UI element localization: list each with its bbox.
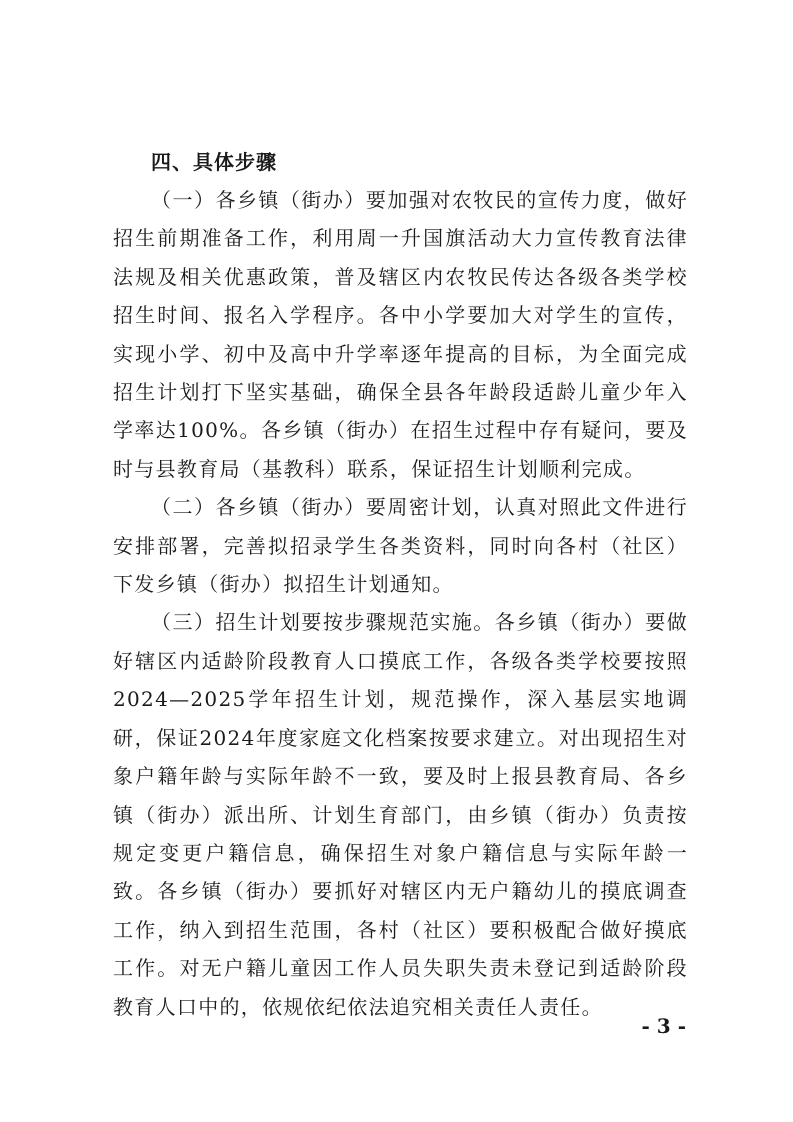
paragraph-3: （三）招生计划要按步骤规范实施。各乡镇（街办）要做好辖区内适龄阶段教育人口摸底工作，各级各类学校要按照2024—2025学年招生计划，规范操作，深入基层实地调研，保证2024年度家庭文化档案按要求建立。对出现招生对象户籍年龄与实际年龄不一致，要及时上报县教育局、各乡镇（街办）派出所、计划生育部门，由乡镇（街办）负责按规定变更户籍信息，确保招生对象户籍信息与实际年龄一致。各乡镇（街办）要抓好对辖区内无户籍幼儿的摸底调查工作，纳入到招生范围，各村（社区）要积极配合做好摸底工作。对无户籍儿童因工作人员失职失责未登记到适龄阶段教育人口中的，依规依纪依法追究相关责任人责任。 <box>113 610 688 1019</box>
document-body <box>113 143 688 1026</box>
paragraph-2: （二）各乡镇（街办）要周密计划，认真对照此文件进行安排部署，完善拟招录学生各类资料，同时向各村（社区）下发乡镇（街办）拟招生计划通知。 <box>113 495 688 597</box>
section-heading: 四、具体步骤 <box>151 150 277 174</box>
page-number: - 3 - <box>641 1014 686 1038</box>
paragraph-1: （一）各乡镇（街办）要加强对农牧民的宣传力度，做好招生前期准备工作，利用周一升国旗活动大力宣传教育法律法规及相关优惠政策，普及辖区内农牧民传达各级各类学校招生时间、报名入学程序。各中小学要加大对学生的宣传，实现小学、初中及高中升学率逐年提高的目标，为全面完成招生计划打下坚实基础，确保全县各年龄段适龄儿童少年入学率达100%。各乡镇（街办）在招生过程中存有疑问，要及时与县教育局（基教科）联系，保证招生计划顺利完成。 <box>113 188 688 481</box>
